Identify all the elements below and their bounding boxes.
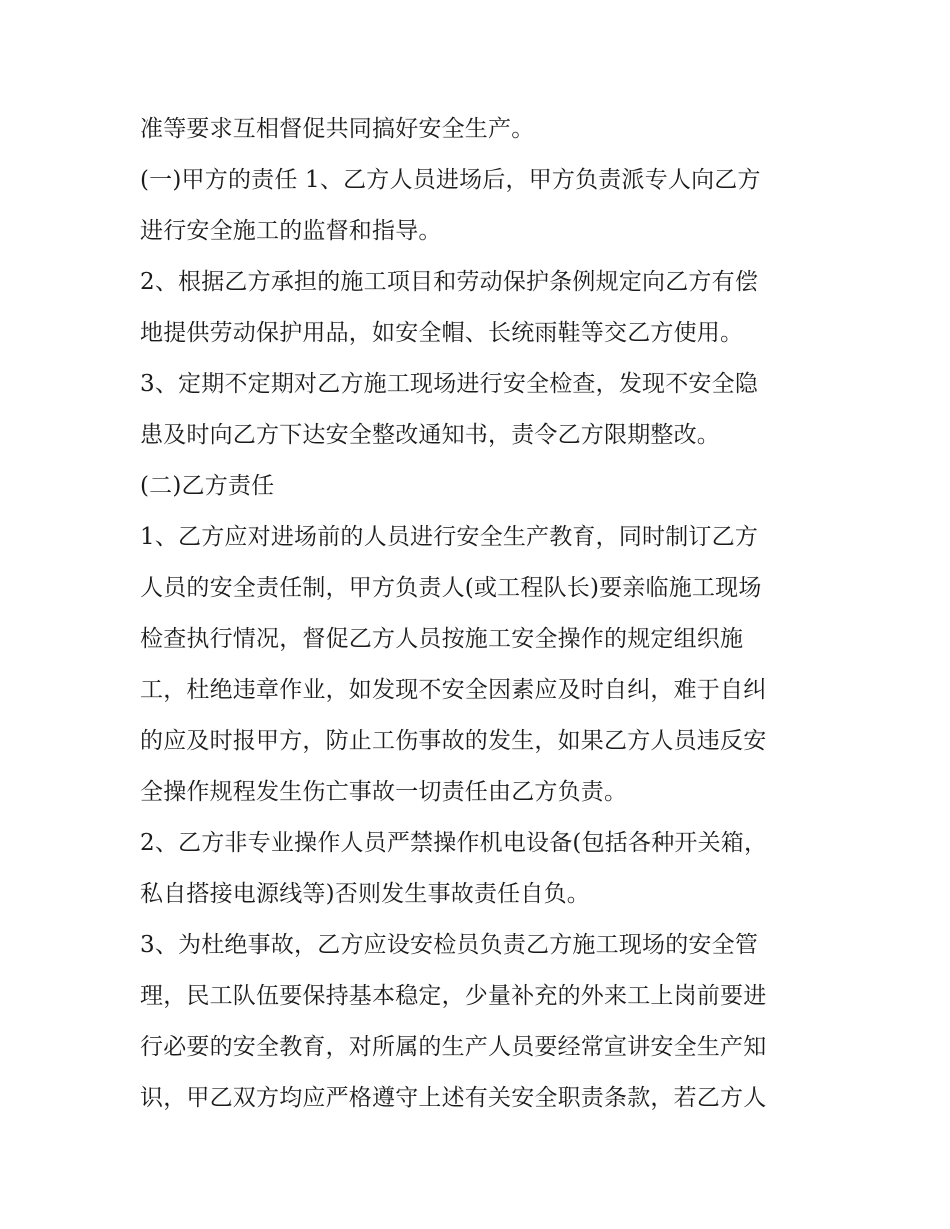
- text-line: 全操作规程发生伤亡事故一切责任由乙方负责。: [140, 779, 628, 805]
- text-line: (二)乙方责任: [140, 473, 275, 499]
- text-line: (一)甲方的责任 1、乙方人员进场后，甲方负责派专人向乙方: [140, 167, 761, 193]
- text-line: 2、乙方非专业操作人员严禁操作机电设备(包括各种开关箱，: [140, 830, 768, 856]
- text-line: 2、根据乙方承担的施工项目和劳动保护条例规定向乙方有偿: [140, 269, 759, 295]
- text-line: 1、乙方应对进场前的人员进行安全生产教育，同时制订乙方: [140, 524, 759, 550]
- document-body: [140, 104, 820, 1124]
- text-line: 患及时向乙方下达安全整改通知书，责令乙方限期整改。: [140, 422, 720, 448]
- text-line: 识，甲乙双方均应严格遵守上述有关安全职责条款，若乙方人: [140, 1085, 767, 1111]
- text-line: 地提供劳动保护用品，如安全帽、长统雨鞋等交乙方使用。: [140, 320, 744, 346]
- text-line: 准等要求互相督促共同搞好安全生产。: [140, 116, 535, 142]
- text-line: 工，杜绝违章作业，如发现不安全因素应及时自纠，难于自纠: [140, 677, 767, 703]
- text-line: 3、定期不定期对乙方施工现场进行安全检查，发现不安全隐: [140, 371, 759, 397]
- text-line: 检查执行情况，督促乙方人员按施工安全操作的规定组织施: [140, 626, 744, 652]
- text-line: 进行安全施工的监督和指导。: [140, 218, 442, 244]
- text-line: 行必要的安全教育，对所属的生产人员要经常宣讲安全生产知: [140, 1034, 767, 1060]
- text-line: 理，民工队伍要保持基本稳定，少量补充的外来工上岗前要进: [140, 983, 767, 1009]
- text-line: 的应及时报甲方，防止工伤事故的发生，如果乙方人员违反安: [140, 728, 767, 754]
- text-line: 3、为杜绝事故，乙方应设安检员负责乙方施工现场的安全管: [140, 932, 759, 958]
- text-line: 人员的安全责任制，甲方负责人(或工程队长)要亲临施工现场: [140, 575, 762, 601]
- text-line: 私自搭接电源线等)否则发生事故责任自负。: [140, 881, 590, 907]
